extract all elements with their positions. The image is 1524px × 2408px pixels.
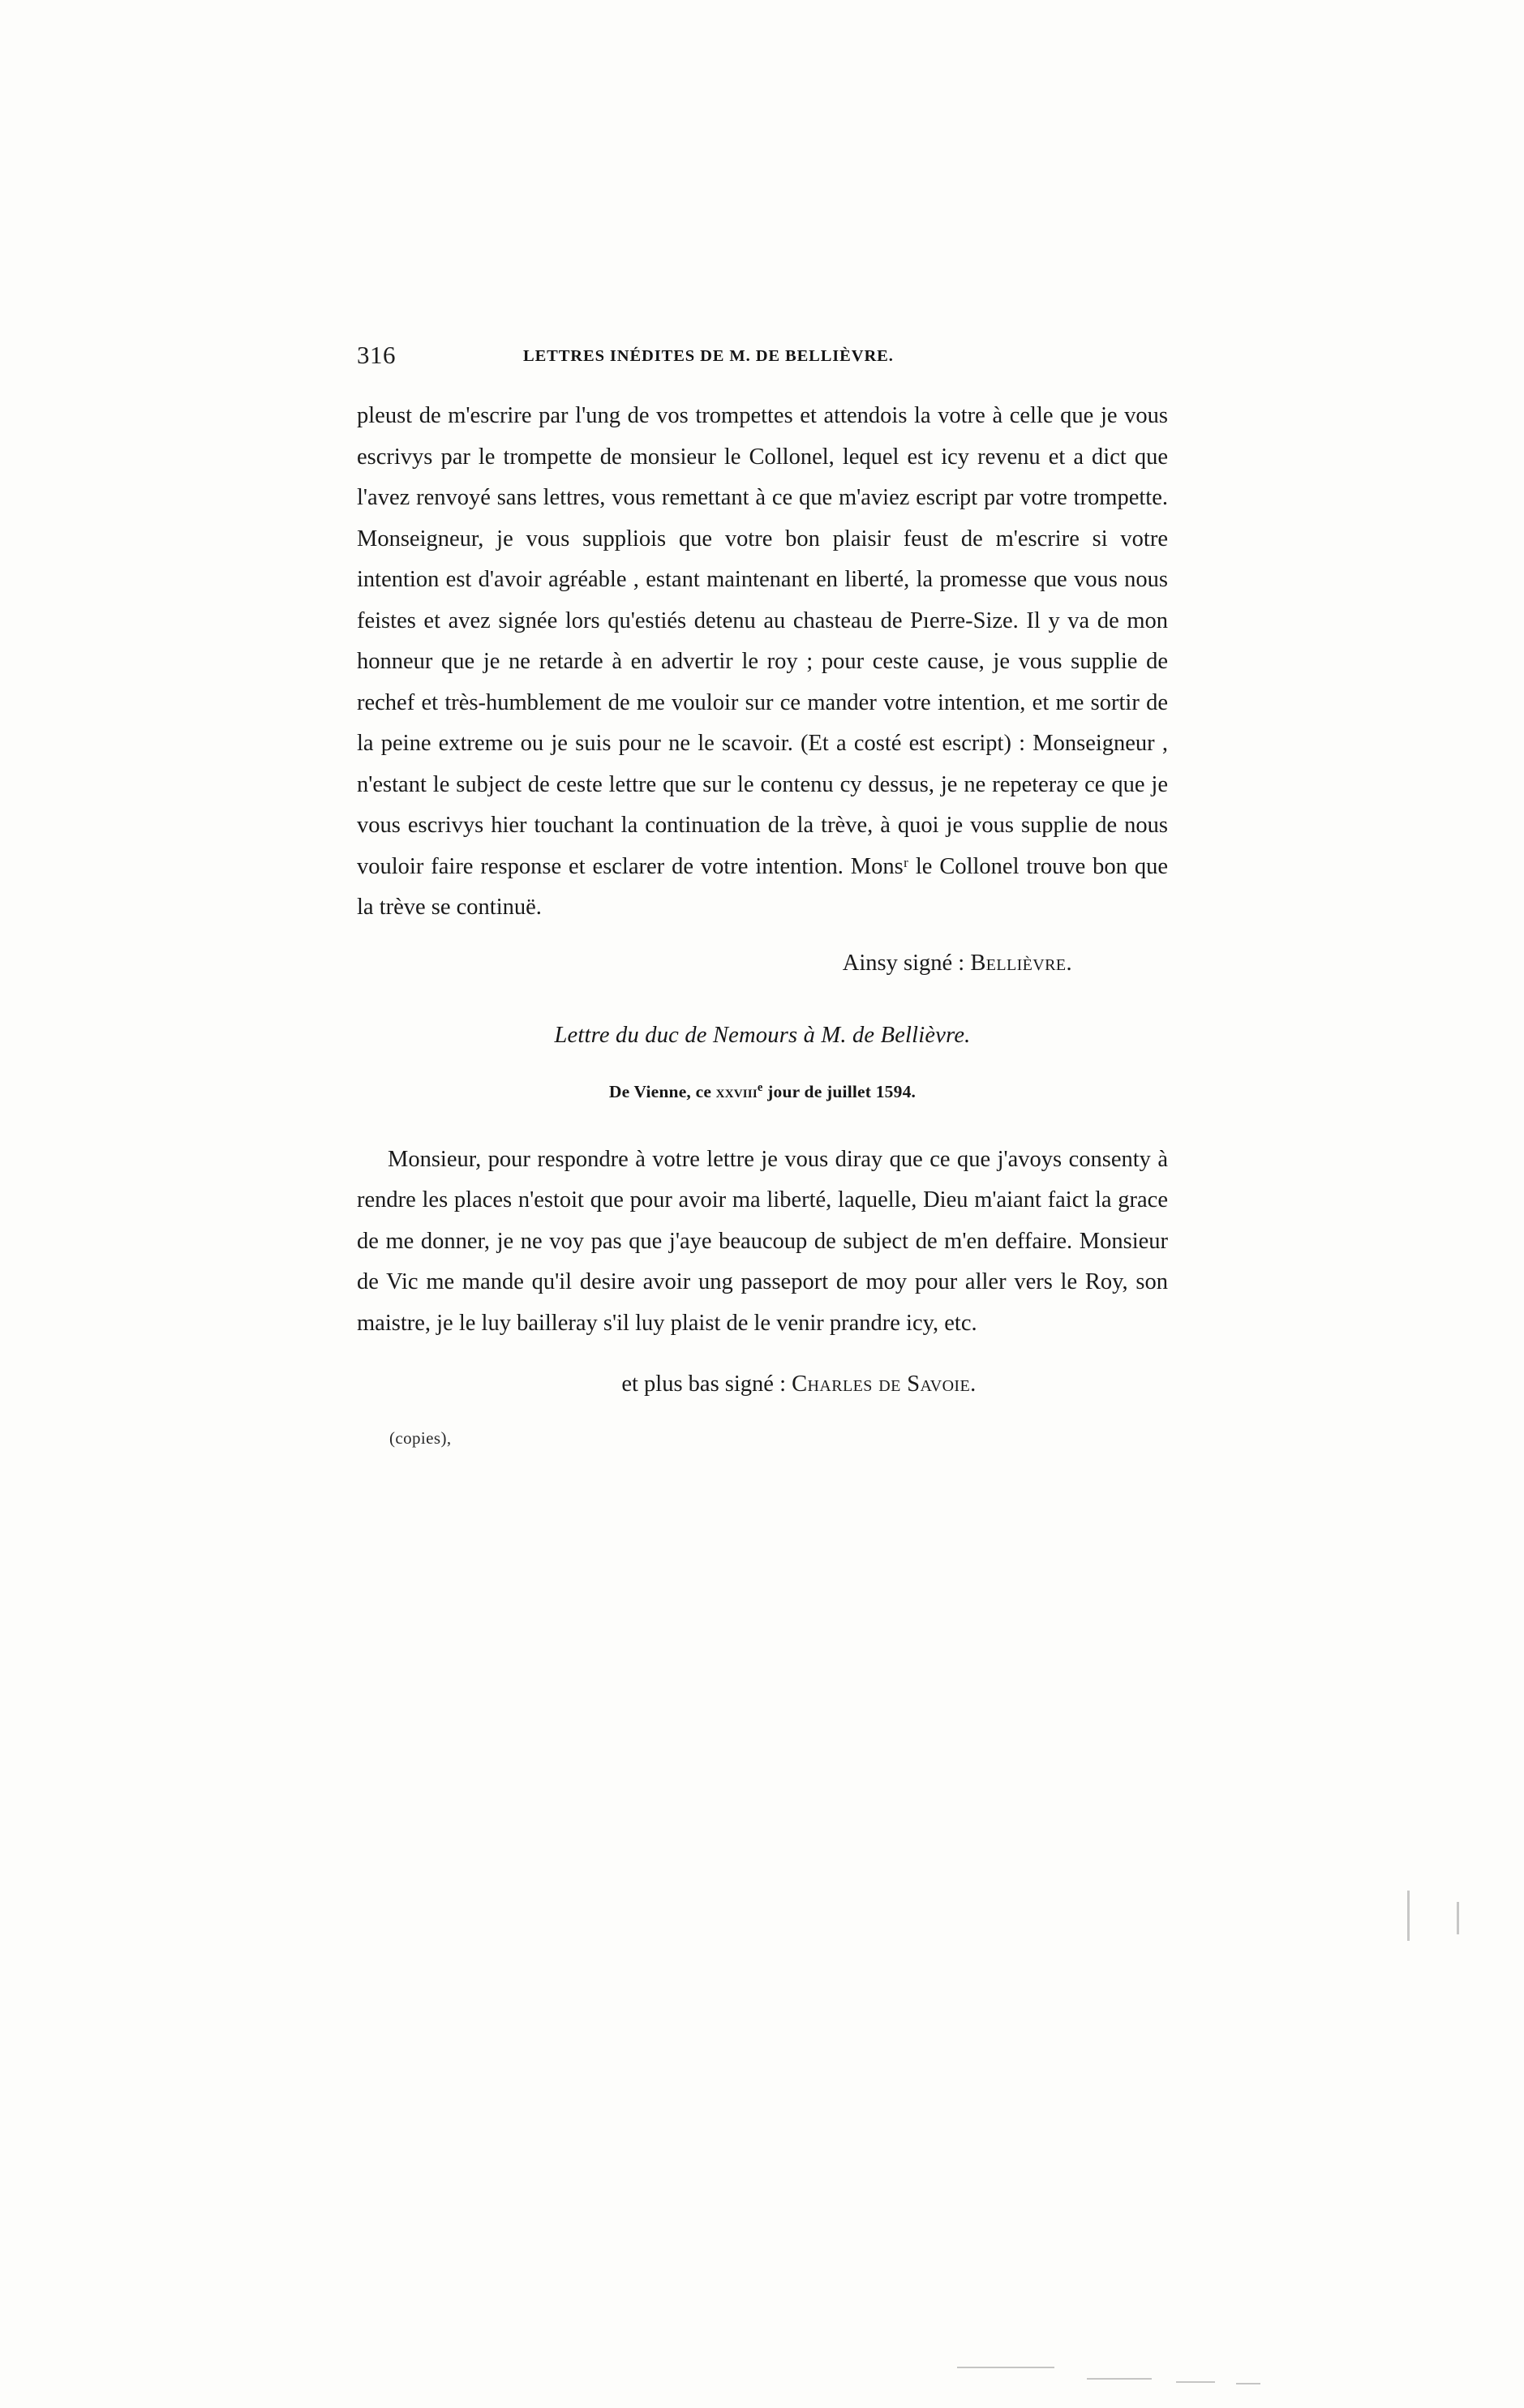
spacer bbox=[357, 1102, 1168, 1140]
running-title: LETTRES INÉDITES DE M. DE BELLIÈVRE. bbox=[523, 347, 894, 365]
dateline-roman: xxviii bbox=[715, 1081, 758, 1101]
dateline bbox=[357, 1081, 1168, 1102]
paragraph-two: Monsieur, pour respondre à votre lettre je vous diray que ce que j'avoys consenty à rendre les places n'estoit que pour avoir ma liberté, laquelle, Dieu m'aiant faict la grace de me donner, je ne voy pas que j'aye beaucoup de subject de m'en deffaire. Monsieur de Vic me mande qu'il desire avoir ung passeport de moy pour aller vers le Roy, son maistre, je le luy bailleray s'il luy plaist de le venir prandre icy, etc. bbox=[357, 1146, 1168, 1336]
dateline-prefix: De Vienne, ce bbox=[608, 1081, 716, 1101]
letter-title: Lettre du duc de Nemours à M. de Bellièvre. bbox=[554, 1022, 971, 1048]
copies-note: (copies), bbox=[389, 1428, 452, 1449]
bottom-edge-mark-three bbox=[1176, 2381, 1215, 2383]
signature-prefix: Ainsy signé : bbox=[842, 950, 971, 976]
signature-bellievre bbox=[357, 943, 1168, 984]
folio-number: 316 bbox=[357, 341, 396, 369]
margin-mark-right bbox=[1407, 1891, 1410, 1941]
closing-prefix: et plus bas signé : bbox=[621, 1371, 792, 1397]
bottom-edge-mark-two bbox=[1087, 2378, 1152, 2380]
bottom-edge-mark-one bbox=[957, 2367, 1054, 2368]
signature-name: Bellièvre. bbox=[970, 950, 1072, 976]
paragraph-one: pleust de m'escrire par l'ung de vos trompettes et attendois la votre à celle que je vous escrivys par le trompette de monsieur le Collonel, lequel est icy revenu et a dict que l'avez renvoyé sans lettres, vous remettant à ce que m'aviez escript par votre trompette. Monseigneur, je vous suppliois que votre bon plaisir feust de m'escrire si votre intention est d'avoir agréable , estant maintenant en liberté, la promesse que vous nous feistes et avez signée lors qu'estiés detenu au chasteau de Pıerre-Size. Il y va de mon honneur que je ne retarde à en advertir le roy ; pour ceste cause, je vous supplie de rechef et très-humblement de me vouloir sur ce mander votre intention, et me sortir de la peine extreme ou je suis pour ne le scavoir. (Et a costé est escript) : Monseigneur , n'estant le subject de ceste lettre que sur le contenu cy dessus, je ne repeteray ce que je vous escrivys hier touchant la continuation de la trève, à quoi je vous supplie de nous vouloir faire response et esclarer de votre intention. Monsʳ le Collonel trouve bon que la trève se continuë. bbox=[357, 403, 1168, 920]
page-header bbox=[357, 341, 1168, 378]
closing-signature bbox=[357, 1371, 1168, 1397]
dateline-ordinal-suffix: e bbox=[757, 1080, 763, 1094]
dateline-suffix: jour de juillet 1594. bbox=[762, 1081, 917, 1101]
bottom-edge-mark-four bbox=[1236, 2383, 1260, 2384]
closing-name: Charles de Savoıe. bbox=[792, 1371, 977, 1397]
margin-mark-right-secondary bbox=[1457, 1902, 1459, 1934]
page-content bbox=[357, 341, 1168, 1449]
